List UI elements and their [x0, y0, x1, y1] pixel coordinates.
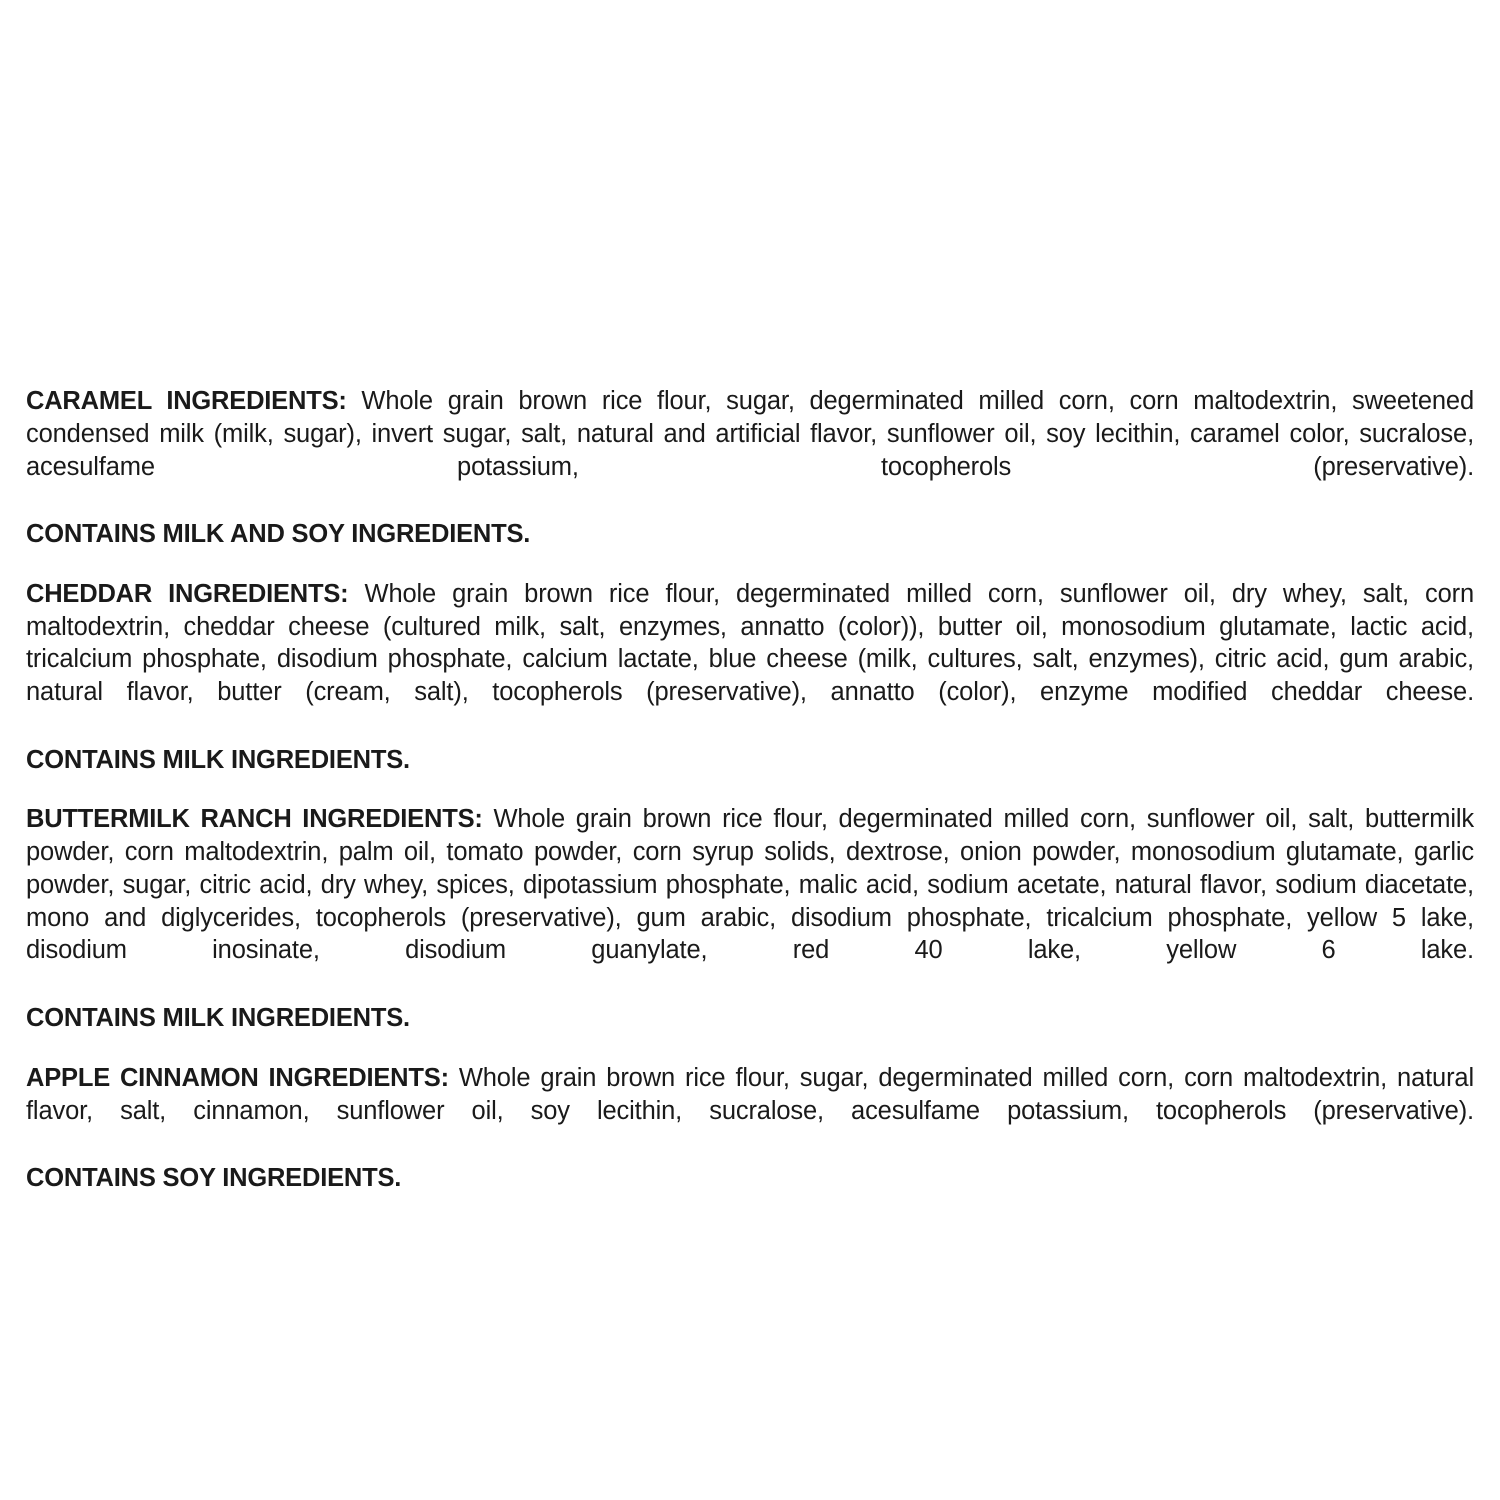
ingredients-body: Whole grain brown rice flour, sugar, degerminated milled corn, corn maltodextrin, sweetened condensed milk (milk, sugar), invert sugar, salt, natural and artificial flavor, sunflower oil, soy lecithin, caramel color, sucralose, acesulfame potassium, tocopherols (preservative).	[26, 387, 1474, 481]
ingredients-heading: CHEDDAR INGREDIENTS:	[26, 579, 349, 608]
ingredient-block-buttermilk-ranch	[26, 803, 1474, 1034]
ingredients-body: Whole grain brown rice flour, degerminated milled corn, sunflower oil, dry whey, salt, corn maltodextrin, cheddar cheese (cultured milk, salt, enzymes, annatto (color)), butter oil, monosodium glutamate, lactic acid, tricalcium phosphate, disodium phosphate, calcium lactate, blue cheese (milk, cultures, salt, enzymes), citric acid, gum arabic, natural flavor, butter (cream, salt), tocopherols (preservative), annatto (color), enzyme modified cheddar cheese.	[26, 579, 1475, 707]
ingredients-paragraph	[26, 385, 1474, 516]
ingredients-body: Whole grain brown rice flour, degerminated milled corn, sunflower oil, salt, buttermilk powder, corn maltodextrin, palm oil, tomato powder, corn syrup solids, dextrose, onion powder, monosodium glutamate, garlic powder, sugar, citric acid, dry whey, spices, dipotassium phosphate, malic acid, sodium acetate, natural flavor, sodium diacetate, mono and diglycerides, tocopherols (preservative), gum arabic, disodium phosphate, tricalcium phosphate, yellow 5 lake, disodium inosinate, disodium guanylate, red 40 lake, yellow 6 lake.	[26, 805, 1474, 965]
ingredients-heading: CARAMEL INGREDIENTS:	[26, 387, 347, 415]
ingredients-paragraph	[26, 1062, 1474, 1160]
ingredients-content	[26, 385, 1474, 1195]
ingredients-paragraph	[26, 803, 1474, 1000]
contains-statement: CONTAINS MILK INGREDIENTS.	[26, 1004, 410, 1033]
ingredients-paragraph	[26, 578, 1474, 742]
ingredient-block-cheddar	[26, 578, 1474, 777]
ingredient-block-apple-cinnamon	[26, 1062, 1474, 1195]
contains-statement: CONTAINS SOY INGREDIENTS.	[26, 1164, 402, 1193]
ingredients-body: Whole grain brown rice flour, sugar, degerminated milled corn, corn maltodextrin, natural flavor, salt, cinnamon, sunflower oil, soy lecithin, sucralose, acesulfame potassium, tocopherols (preservative).	[26, 1063, 1474, 1125]
contains-statement: CONTAINS MILK INGREDIENTS.	[26, 745, 410, 774]
ingredients-heading: APPLE CINNAMON INGREDIENTS:	[26, 1063, 449, 1092]
ingredients-heading: BUTTERMILK RANCH INGREDIENTS:	[26, 805, 483, 834]
ingredient-block-caramel	[26, 385, 1474, 551]
contains-statement: CONTAINS MILK AND SOY INGREDIENTS.	[26, 520, 531, 549]
